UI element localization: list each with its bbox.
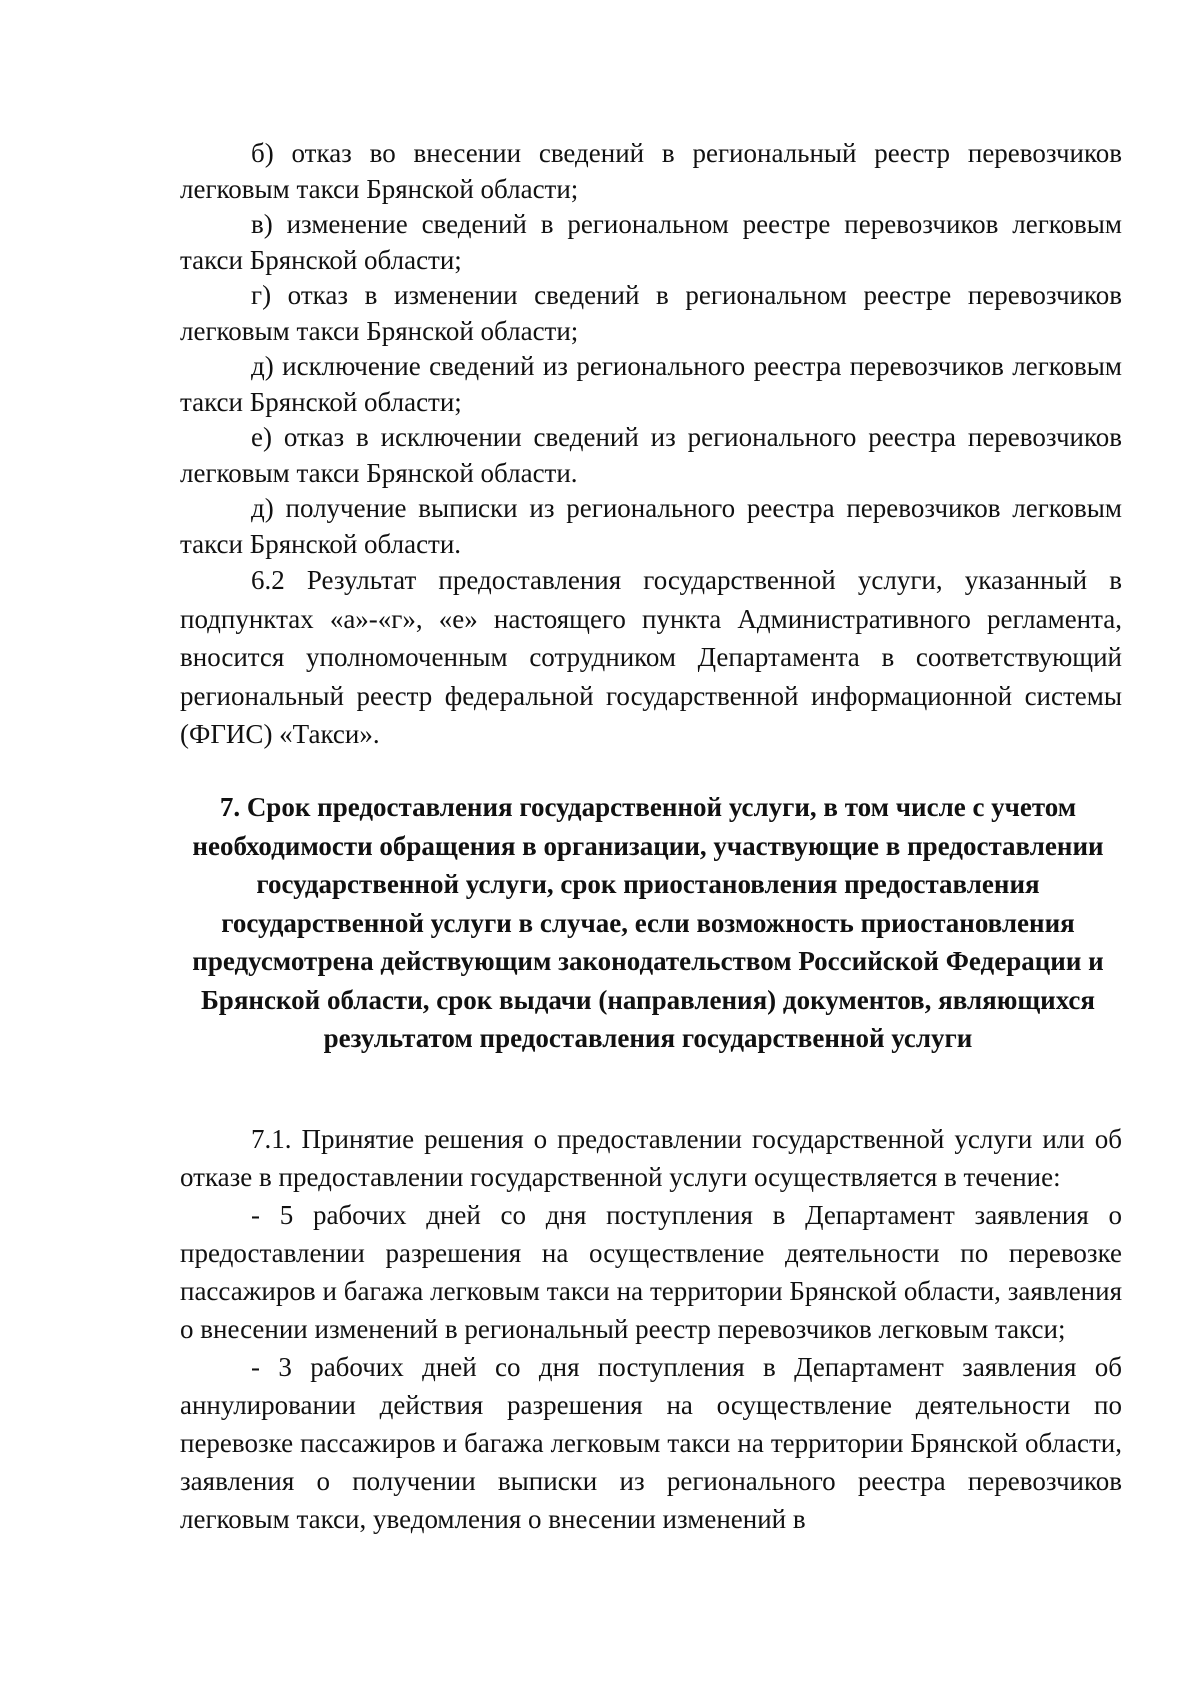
list-item: д) получение выписки из регионального реестра перевозчиков легковым такси Брянской области. xyxy=(180,493,1122,559)
list-item: д) исключение сведений из регионального реестра перевозчиков легковым такси Брянской области; xyxy=(180,351,1122,417)
list-item: б) отказ во внесении сведений в региональный реестр перевозчиков легковым такси Брянской области; xyxy=(180,138,1122,204)
result-paragraph: 6.2 Результат предоставления государственной услуги, указанный в подпунктах «а»-«г», «е» настоящего пункта Административного регламента, вносится уполномоченным сотрудником Департамента в соответствующий региональный реестр федеральной государственной информационной системы (ФГИС) «Такси». xyxy=(180,565,1122,749)
outcome-list xyxy=(180,136,1122,562)
body-paragraph: 7.1. Принятие решения о предоставлении государственной услуги или об отказе в предоставлении государственной услуги осуществляется в течение: xyxy=(180,1124,1122,1192)
section-7-heading: 7. Срок предоставления государственной услуги, в том числе с учетом необходимости обращения в организации, участвующие в предоставлении государственной услуги, срок приостановления предоставления государственной услуги в случае, если возможность приостановления предусмотрена действующим законодательством Российской Федерации и Брянской области, срок выдачи (направления) документов, являющихся результатом предоставления государственной услуги xyxy=(192,792,1104,1053)
result-section xyxy=(180,561,1122,754)
list-item: в) изменение сведений в региональном реестре перевозчиков легковым такси Брянской области; xyxy=(180,209,1122,275)
body-paragraph: - 5 рабочих дней со дня поступления в Департамент заявления о предоставлении разрешения на осуществление деятельности по перевозке пассажиров и багажа легковым такси на территории Брянской области, заявления о внесении изменений в региональный реестр перевозчиков легковым такси; xyxy=(180,1200,1122,1344)
body-paragraph: - 3 рабочих дней со дня поступления в Департамент заявления об аннулировании действия разрешения на осуществление деятельности по перевозке пассажиров и багажа легковым такси на территории Брянской области, заявления о получении выписки из регионального реестра перевозчиков легковым такси, уведомления о внесении изменений в xyxy=(180,1352,1122,1534)
list-item: е) отказ в исключении сведений из регионального реестра перевозчиков легковым такси Брянской области. xyxy=(180,422,1122,488)
list-item: г) отказ в изменении сведений в региональном реестре перевозчиков легковым такси Брянской области; xyxy=(180,280,1122,346)
section-7-body xyxy=(180,1120,1122,1538)
